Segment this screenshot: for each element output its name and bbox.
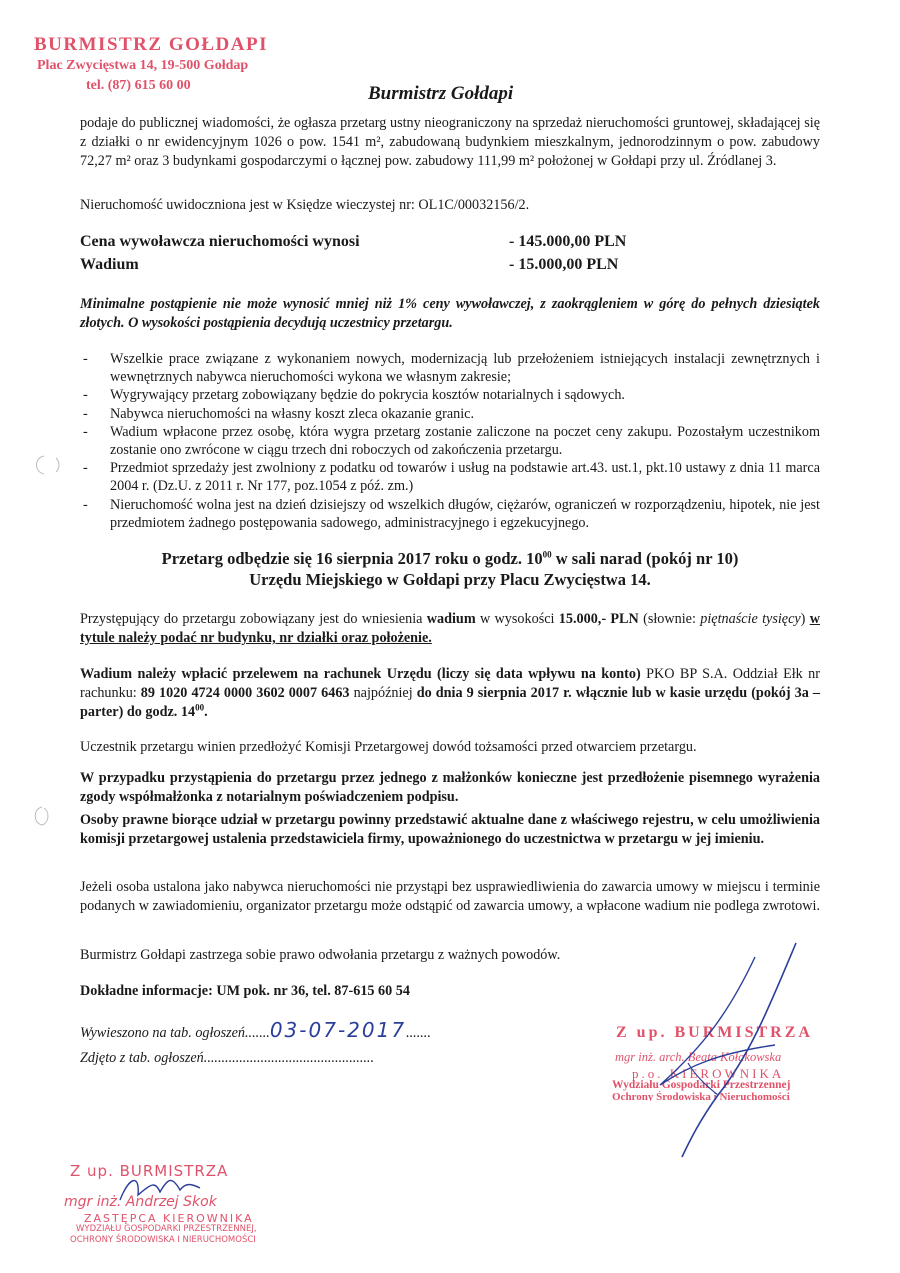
deposit-info-paragraph: Przystępujący do przetargu zobowiązany jest do wniesienia wadium w wysokości 15.000,- PLN (słownie: piętnaście tysięcy) w tytule należy podać nr budynku, nr działki oraz położenie.	[80, 611, 820, 646]
identity-paragraph: Uczestnik przetargu winien przedłożyć Komisji Przetargowej dowód tożsamości przed otwarciem przetargu.	[80, 739, 697, 755]
no-show-paragraph: Jeżeli osoba ustalona jako nabywca nieruchomości nie przystąpi bez usprawiedliwienia do zawarcia umowy w miejscu i terminie podanych w zawiadomieniu, organizator przetargu może odstąpić od zawarcia umowy, a wpłacone wadium nie podlega zwrotowi.	[80, 879, 820, 914]
conditions-list	[80, 350, 820, 532]
land-registry-paragraph: Nieruchomość uwidoczniona jest w Księdze wieczystej nr: OL1C/00032156/2.	[80, 197, 530, 213]
payment-paragraph: Wadium należy wpłacić przelewem na rachunek Urzędu (liczy się data wpływu na konto) PKO BP S.A. Oddział Ełk nr rachunku: 89 1020 4724 0000 3602 0007 6463 najpóźniej do dnia 9 sierpnia 2017 r. włącznie lub w kasie urzędu (pokój 3a – parter) do godz. $14^{00}$.	[80, 666, 821, 720]
spouse-paragraph: W przypadku przystąpienia do przetargu przez jednego z małżonków konieczne jest przedłożenie pisemnego wyrażenia zgody współmałżonka z notarialnym poświadczeniem podpisu.	[80, 770, 820, 805]
punch-hole-icon	[30, 452, 64, 478]
list-item: - Wygrywający przetarg zobowiązany będzie do pokrycia kosztów notarialnych i sądowych.	[83, 387, 625, 404]
stamp-department: Wydziału Gospodarki Przestrzennej	[612, 1079, 791, 1091]
price-value: - 145.000,00 PLN	[509, 233, 627, 250]
stamp-bottom-authorization: Z up. BURMISTRZA	[70, 1162, 229, 1180]
stamp-phone: tel. (87) 615 60 00	[86, 78, 191, 93]
min-raise-paragraph: Minimalne postąpienie nie może wynosić mniej niż 1% ceny wywoławczej, z zaokrągleniem w górę do pełnych dziesiątek złotych. O wysokości postąpienia decydują uczestnicy przetargu.	[80, 296, 820, 331]
stamp-office-name: BURMISTRZ GOŁDAPI	[34, 34, 268, 55]
legal-persons-paragraph: Osoby prawne biorące udział w przetargu powinny przedstawić aktualne dane z właściwego rejestru, w celu umożliwienia komisji przetargowej ustalenia przedstawiciela firmy, upoważnionego do uczestnictwa w przetargu w jej imieniu.	[80, 812, 820, 847]
list-item: - Nieruchomość wolna jest na dzień dzisiejszy od wszelkich długów, ciężarów, ograniczeń w rozporządzeniu, hipotek, nie jest przedmiotem żadnego postępowania sadowego, administracyjnego i egzekucyjnego.	[83, 496, 820, 531]
stamp-signer-name: mgr inż. arch. Beata Kołakowska	[615, 1050, 782, 1064]
auction-date-line: Przetarg odbędzie się 16 sierpnia 2017 roku o godz. $10^{00}$ w sali narad (pokój nr 10)	[161, 549, 739, 568]
intro-paragraph: podaje do publicznej wiadomości, że ogłasza przetarg ustny nieograniczony na sprzedaż nieruchomości gruntowej, składającej się z działki o nr ewidencyjnym 1026 o pow. 1541 m², zabudowaną budynkiem mieszkalnym, jednorodzinnym o pow. zabudowy 72,27 m² oraz 3 budynkami gospodarczymi o łącznej pow. zabudowy 111,99 m² położonej w Gołdapi przy ul. Źródlanej 3.	[80, 115, 820, 169]
stamp-bottom-department: WYDZIAŁU GOSPODARKI PRZESTRZENNEJ,	[76, 1224, 257, 1234]
deposit-label: Wadium	[80, 256, 139, 273]
contact-info: Dokładne informacje: UM pok. nr 36, tel. 87-615 60 54	[80, 983, 410, 999]
list-item: - Nabywca nieruchomości na własny koszt zleca okazanie granic.	[83, 405, 474, 422]
removed-line: Zdjęto z tab. ogłoszeń................................................	[80, 1050, 375, 1066]
cancel-paragraph: Burmistrz Gołdapi zastrzega sobie prawo odwołania przetargu z ważnych powodów.	[80, 947, 561, 963]
list-item: - Przedmiot sprzedaży jest zwolniony z podatku od towarów i usług na podstawie art.43. ust.1, pkt.10 ustawy z dnia 11 marca 2004 r. (Dz.U. z 2011 r. Nr 177, poz.1054 z póź. zm.)	[83, 460, 820, 495]
list-item: - Wadium wpłacone przez osobę, która wygra przetarg zostanie zaliczone na poczet ceny zakupu. Pozostałym uczestnikom zostanie ono zwrócone w ciągu trzech dni roboczych od zakończenia przetargu.	[83, 423, 820, 459]
posted-line: Wywieszono na tab. ogłoszeń.......03-07-2017.......	[80, 1018, 431, 1042]
stamp-bottom-signer: mgr inż. Andrzej Skok	[64, 1194, 217, 1210]
document-title: Burmistrz Gołdapi	[368, 83, 514, 104]
bottom-signature-icon	[110, 1170, 210, 1210]
stamp-address: Plac Zwycięstwa 14, 19-500 Gołdap	[37, 58, 249, 73]
signature-icon	[600, 935, 820, 1165]
auction-place-line: Urzędu Miejskiego w Gołdapi przy Placu Zwycięstwa 14.	[249, 570, 651, 589]
punch-hole-icon	[30, 804, 56, 830]
stamp-department-2: Ochrony Środowiska i Nieruchomości	[612, 1091, 790, 1101]
posted-date: 03-07-2017	[269, 1018, 407, 1042]
list-item: - Wszelkie prace związane z wykonaniem nowych, modernizacją lub przełożeniem istniejących instalacji zewnętrznych i wewnętrznych nabywca nieruchomości wykona we własnym zakresie;	[83, 351, 820, 386]
price-label: Cena wywoławcza nieruchomości wynosi	[80, 233, 360, 250]
stamp-bottom-department-2: OCHRONY ŚRODOWISKA I NIERUCHOMOŚCI	[70, 1235, 256, 1245]
stamp-signer-role: p.o. KIEROWNIKA	[632, 1066, 785, 1081]
deposit-value: - 15.000,00 PLN	[509, 256, 619, 273]
stamp-bottom-role: ZASTĘPCA KIEROWNIKA	[84, 1212, 254, 1225]
stamp-authorization: Z up. BURMISTRZA	[616, 1024, 813, 1041]
